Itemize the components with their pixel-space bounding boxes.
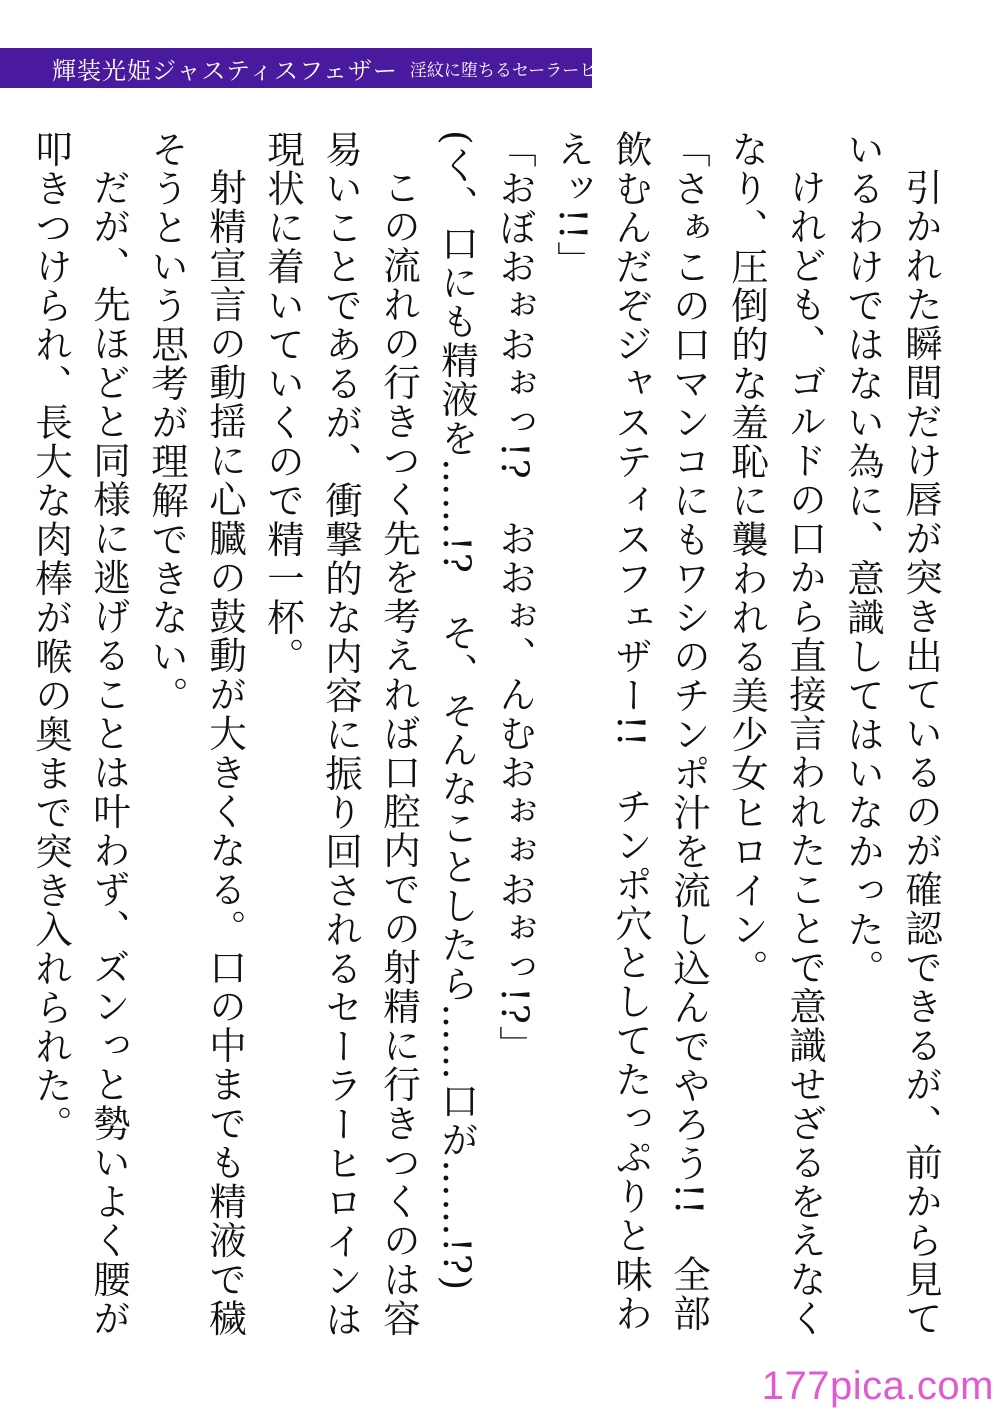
paragraph: 射精宣言の動揺に心臓の鼓動が大きくなる。口の中までも精液で穢そうという思考が理解できない。 — [145, 130, 247, 1338]
dialog-line: 「さぁこの口マンコにもワシのチンポ汁を流し込んでやろう!! 全部飲むんだぞジャスティスフェザー!! チンポ穴としてたっぷりと味わえッ!!」 — [551, 130, 711, 1334]
paragraph: 引かれた瞬間だけ唇が突き出ているのが確認できるが、前から見ているわけではない為に、意識してはいなかった。 — [841, 130, 943, 1338]
paragraph: だが、先ほどと同様に逃げることは叶わず、ズンっと勢いよく腰が叩きつけられ、長大な肉棒が喉の奥まで突き入れられた。 — [29, 130, 131, 1338]
header-band — [0, 48, 647, 88]
book-subtitle: 淫紋に堕ちるセーラーヒロイン — [409, 60, 647, 81]
paragraph: この流れの行きつく先を考えれば口腔内での射精に行きつくのは容易いことであるが、衝撃的な内容に振り回されるセーラーヒロインは現状に着いていくので精一杯。 — [261, 130, 421, 1339]
dialog-line: 「おぼおぉおぉっ!? おおぉ、んむおぉぉおぉっ!?」 — [493, 130, 537, 1065]
book-title: 輝装光姫ジャスティスフェザー — [52, 56, 398, 85]
paragraph: けれども、ゴルドの口から直接言われたことで意識せざるをえなくなり、圧倒的な羞恥に襲われる美少女ヒロイン。 — [725, 130, 827, 1338]
dialog-line: (く、口にも精液を……!? そ、そんなことしたら……口が……!?) — [435, 130, 479, 1292]
vertical-text-body — [29, 130, 950, 1345]
site-watermark: 177pica.com — [761, 1364, 994, 1408]
